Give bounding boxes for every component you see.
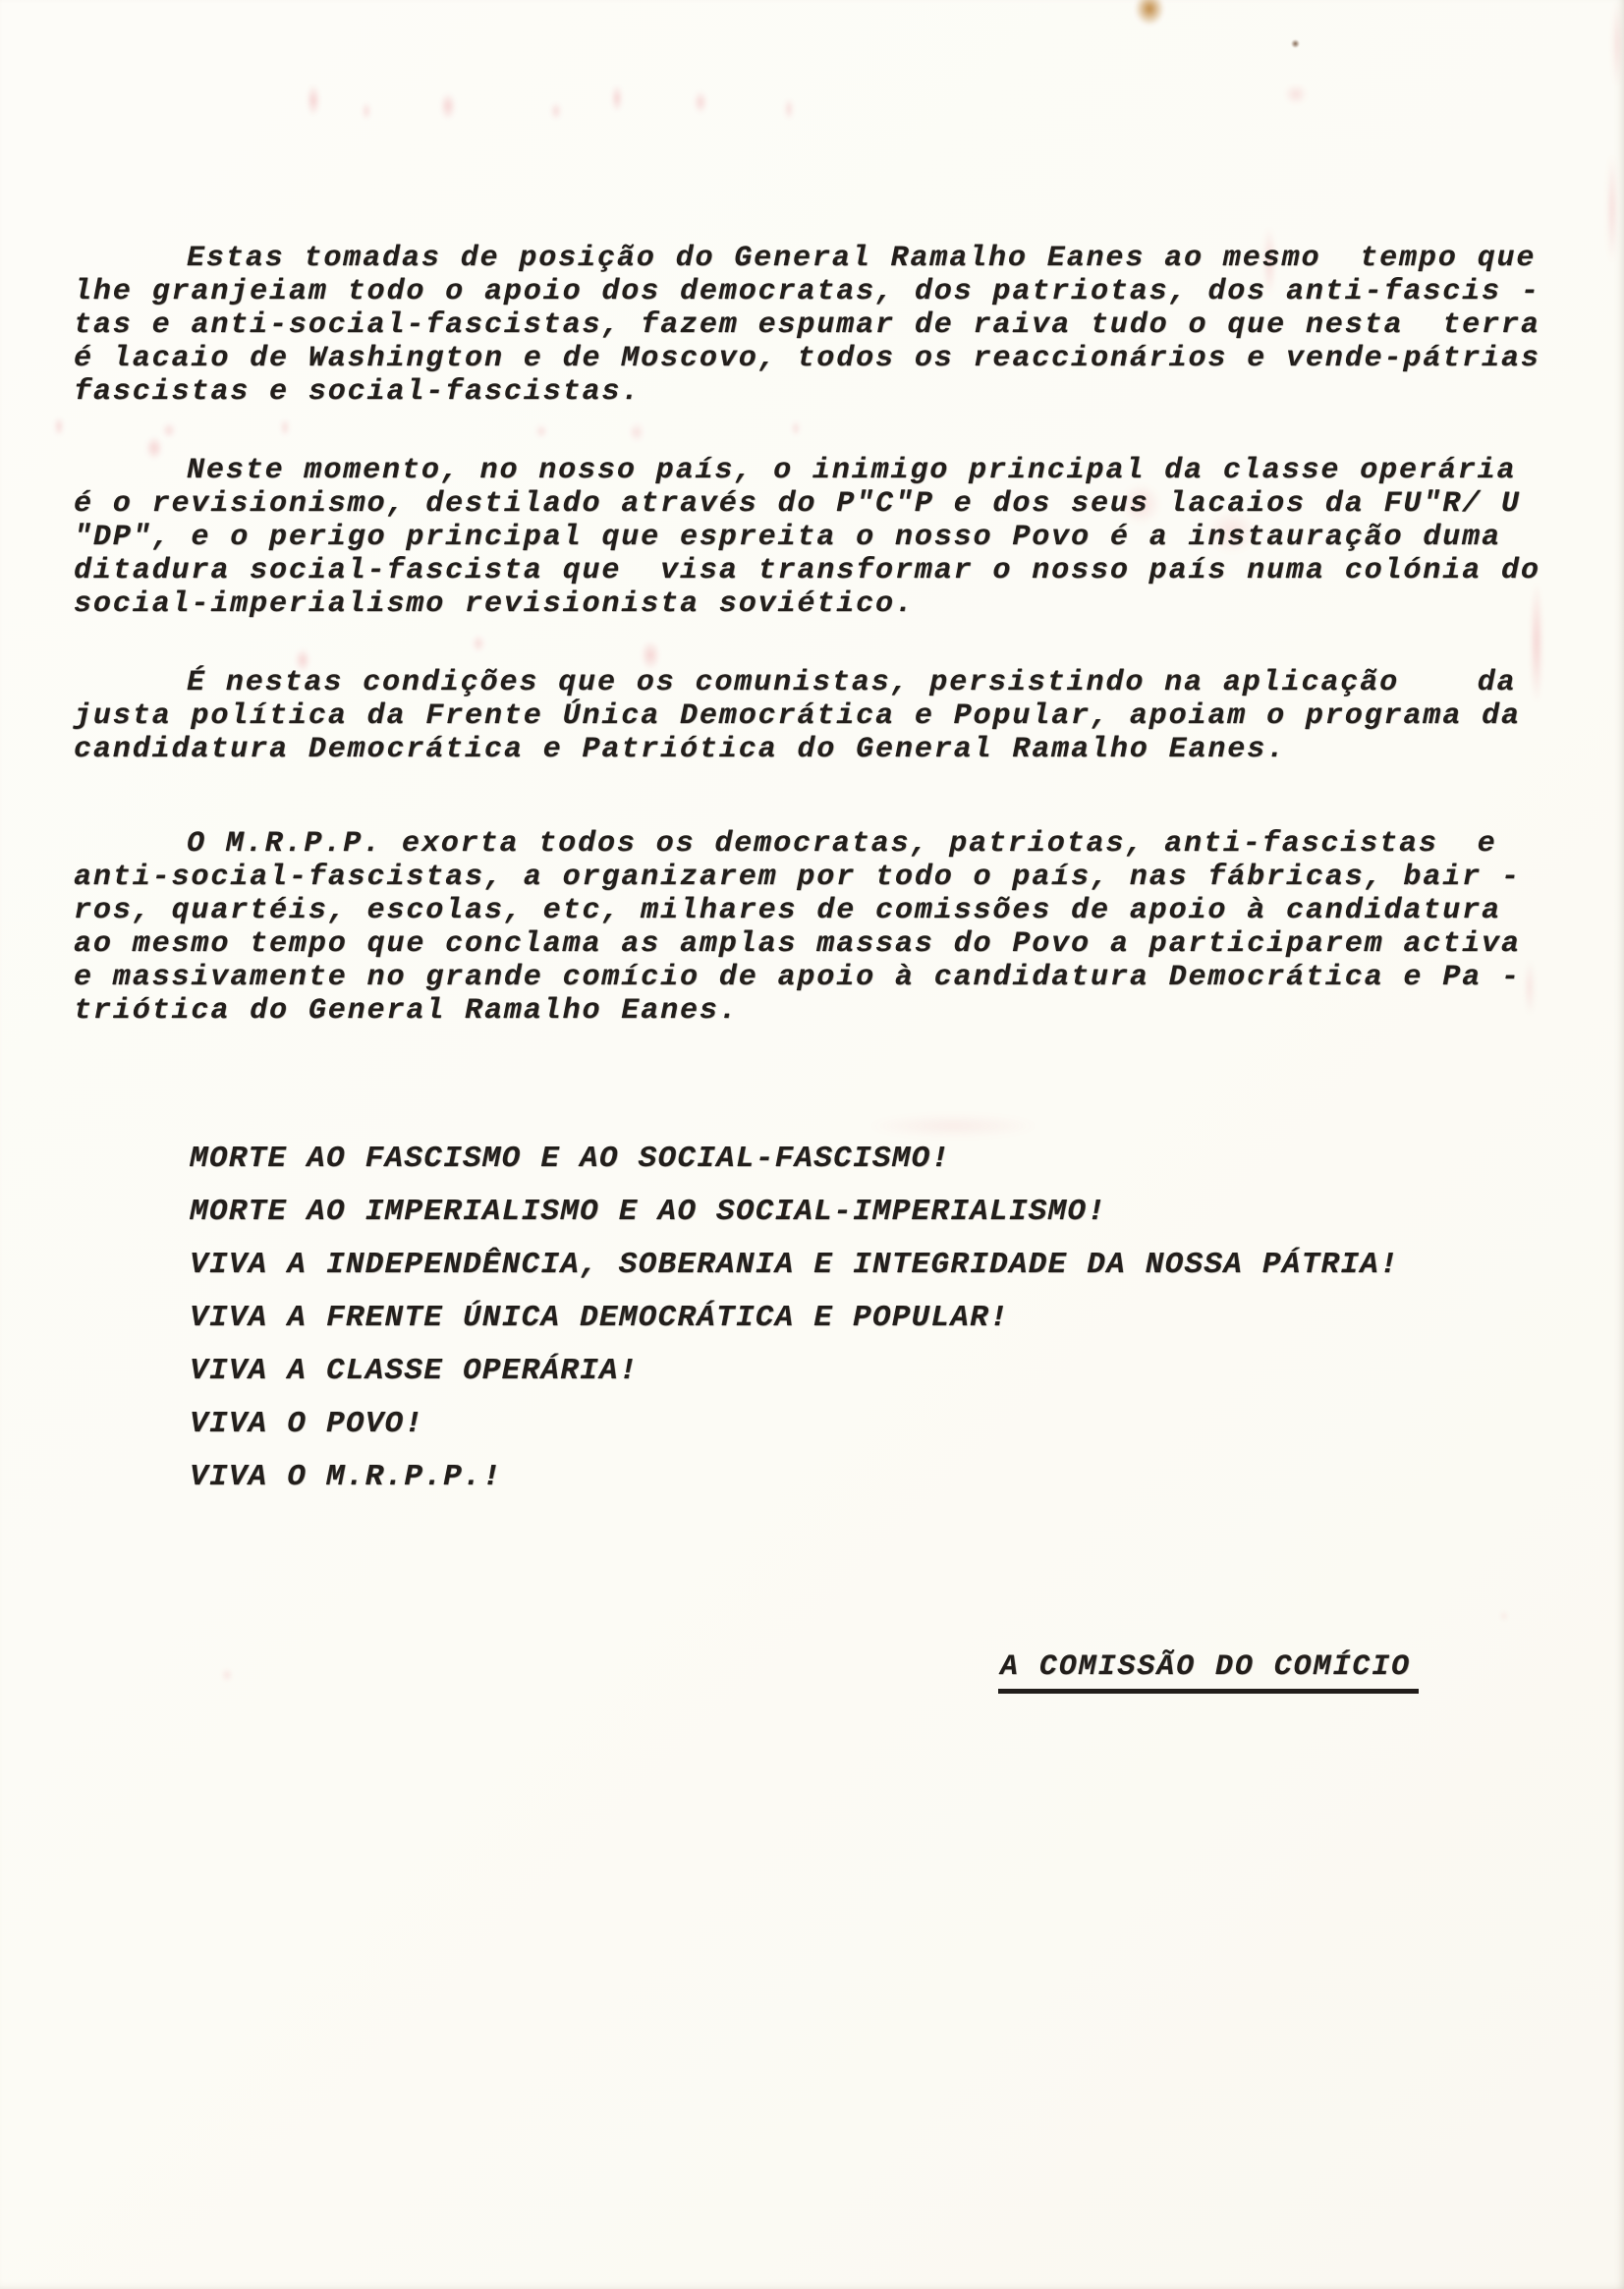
- ink-stain: [611, 84, 623, 112]
- slogan-line: VIVA O POVO!: [190, 1407, 424, 1441]
- ink-stain: [865, 1114, 1041, 1138]
- text-line: "DP", e o perigo principal que espreita o nosso Povo é a instauração duma: [74, 521, 1501, 554]
- ink-stain: [1607, 152, 1617, 265]
- ink-stain: [307, 84, 320, 116]
- ink-stain: [1612, 0, 1622, 88]
- text-line: é o revisionismo, destilado através do P"C"P e dos seus lacaios da FU"R/ U: [74, 487, 1521, 521]
- paragraph-3: [74, 666, 1587, 766]
- text-line: justa política da Frente Única Democrática e Popular, apoiam o programa da: [74, 699, 1521, 733]
- slogan-line: VIVA A CLASSE OPERÁRIA!: [190, 1354, 639, 1388]
- text-line: candidatura Democrática e Patriótica do General Ramalho Eanes.: [74, 733, 1286, 766]
- text-line: anti-social-fascistas, a organizarem por todo o país, nas fábricas, bair -: [74, 861, 1521, 894]
- signature-line: A COMISSÃO DO COMÍCIO: [998, 1650, 1419, 1694]
- text-line: e massivamente no grande comício de apoio à candidatura Democrática e Pa -: [74, 961, 1521, 994]
- text-line: ros, quartéis, escolas, etc, milhares de comissões de apoio à candidatura: [74, 894, 1501, 927]
- paragraph-1: [74, 242, 1587, 409]
- slogan-line: VIVA O M.R.P.P.!: [190, 1460, 502, 1494]
- ink-stain: [694, 90, 707, 114]
- text-line: triótica do General Ramalho Eanes.: [74, 994, 739, 1028]
- text-line: lhe granjeiam todo o apoio dos democratas, dos patriotas, dos anti-fascis -: [74, 275, 1540, 308]
- ink-stain: [440, 92, 456, 120]
- ink-stain: [1284, 84, 1308, 105]
- paragraph-2: [74, 454, 1587, 621]
- ink-stain: [784, 98, 794, 120]
- text-line: fascistas e social-fascistas.: [74, 375, 642, 409]
- slogan-line: VIVA A FRENTE ÚNICA DEMOCRÁTICA E POPULAR!: [190, 1301, 1009, 1335]
- paragraph-4: [74, 827, 1587, 1028]
- ink-stain: [1500, 1611, 1508, 1621]
- text-line: O M.R.P.P. exorta todos os democratas, patriotas, anti-fascistas e: [187, 827, 1497, 861]
- text-line: tas e anti-social-fascistas, fazem espumar de raiva tudo o que nesta terra: [74, 308, 1540, 342]
- text-line: ao mesmo tempo que conclama as amplas massas do Povo a participarem activa: [74, 927, 1521, 961]
- text-line: Neste momento, no nosso país, o inimigo principal da classe operária: [187, 454, 1517, 487]
- text-line: ditadura social-fascista que visa transformar o nosso país numa colónia do: [74, 554, 1540, 587]
- slogan-list: [190, 1143, 1399, 1514]
- text-line: É nestas condições que os comunistas, persistindo na aplicação da: [187, 666, 1517, 699]
- ink-stain: [362, 102, 371, 120]
- ink-stain: [221, 1668, 233, 1682]
- slogan-line: MORTE AO FASCISMO E AO SOCIAL-FASCISMO!: [190, 1142, 951, 1176]
- text-line: Estas tomadas de posição do General Ramalho Eanes ao mesmo tempo que: [187, 242, 1537, 275]
- text-line: social-imperialismo revisionista soviético.: [74, 587, 915, 621]
- text-line: é lacaio de Washington e de Moscovo, todos os reaccionários e vende-pátrias: [74, 342, 1540, 375]
- slogan-line: VIVA A INDEPENDÊNCIA, SOBERANIA E INTEGRIDADE DA NOSSA PÁTRIA!: [190, 1248, 1399, 1282]
- ink-stain: [54, 417, 64, 436]
- ink-stain: [550, 102, 562, 120]
- document-body: [74, 242, 1587, 1028]
- slogan-line: MORTE AO IMPERIALISMO E AO SOCIAL-IMPERIALISMO!: [190, 1195, 1107, 1229]
- ink-stain: [1135, 0, 1164, 26]
- ink-stain: [1291, 39, 1300, 48]
